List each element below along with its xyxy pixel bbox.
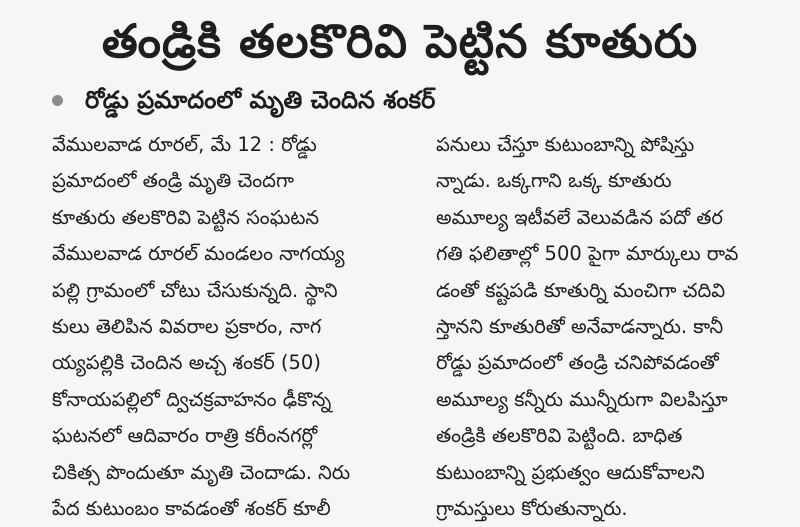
text-line: స్తానని కూతురితో అనేవాడన్నారు. కానీ (436, 314, 724, 338)
text-line: కూతురు తలకొరివి పెట్టిన సంఘటన (52, 205, 320, 229)
subheading-text: రోడ్డు ప్రమాదంలో మృతి చెందిన శంకర్ (85, 86, 436, 114)
text-line: వేములవాడ రూరల్, మే 12 : రోడ్డు (52, 133, 317, 156)
subheading (52, 82, 435, 118)
text-line: కుటుంబాన్ని ప్రభుత్వం ఆదుకోవాలని (436, 460, 705, 484)
article-column-right (436, 127, 791, 527)
text-line: గతి ఫలితాల్లో 500 పైగా మార్కులు రావ (436, 242, 739, 266)
text-line: కోనాయపల్లిలో ద్విచక్రవాహనం ఢీకొన్న (52, 387, 332, 411)
text-line: తండ్రికి తలకొరివి పెట్టింది. బాధిత (436, 424, 683, 448)
text-line: డంతో కష్టపడి కూతుర్ని మంచిగా చదివి (436, 278, 726, 302)
text-line: పనులు చేస్తూ కుటుంబాన్ని పోషిస్తు (436, 133, 695, 156)
text-line: ఘటనలో ఆదివారం రాత్రి కరీంనగర్లో (52, 424, 318, 448)
headline: తండ్రికి తలకొరివి పెట్టిన కూతురు (101, 14, 699, 68)
text-line: వేములవాడ రూరల్ మండలం నాగయ్య (52, 242, 345, 266)
text-line: కులు తెలిపిన వివరాల ప్రకారం, నాగ (52, 314, 322, 338)
text-line: అమూల్య కన్నీరు మున్నీరుగా విలపిస్తూ (436, 387, 728, 411)
text-line: పల్లి గ్రామంలో చోటు చేసుకున్నది. స్థాని (52, 278, 338, 302)
text-line: చికిత్స పొందుతూ మృతి చెందాడు. నిరు (52, 460, 351, 484)
text-line: అమూల్య ఇటీవలే వెలువడిన పదో తర (436, 205, 723, 229)
text-line: రోడ్డు ప్రమాదంలో తండ్రి చనిపోవడంతో (436, 351, 719, 375)
bullet-dot-icon (52, 95, 63, 106)
text-line: పేద కుటుంబం కావడంతో శంకర్ కూలీ (52, 496, 331, 520)
text-line: ప్రమాదంలో తండ్రి మృతి చెందగా (52, 169, 294, 193)
text-line: య్యపల్లికి చెందిన అచ్చ శంకర్ (50) (52, 351, 321, 375)
text-line: గ్రామస్తులు కోరుతున్నారు. (436, 496, 628, 520)
text-line: న్నాడు. ఒక్కగాని ఒక్క కూతురు (436, 169, 672, 193)
article-column-left (52, 127, 407, 527)
